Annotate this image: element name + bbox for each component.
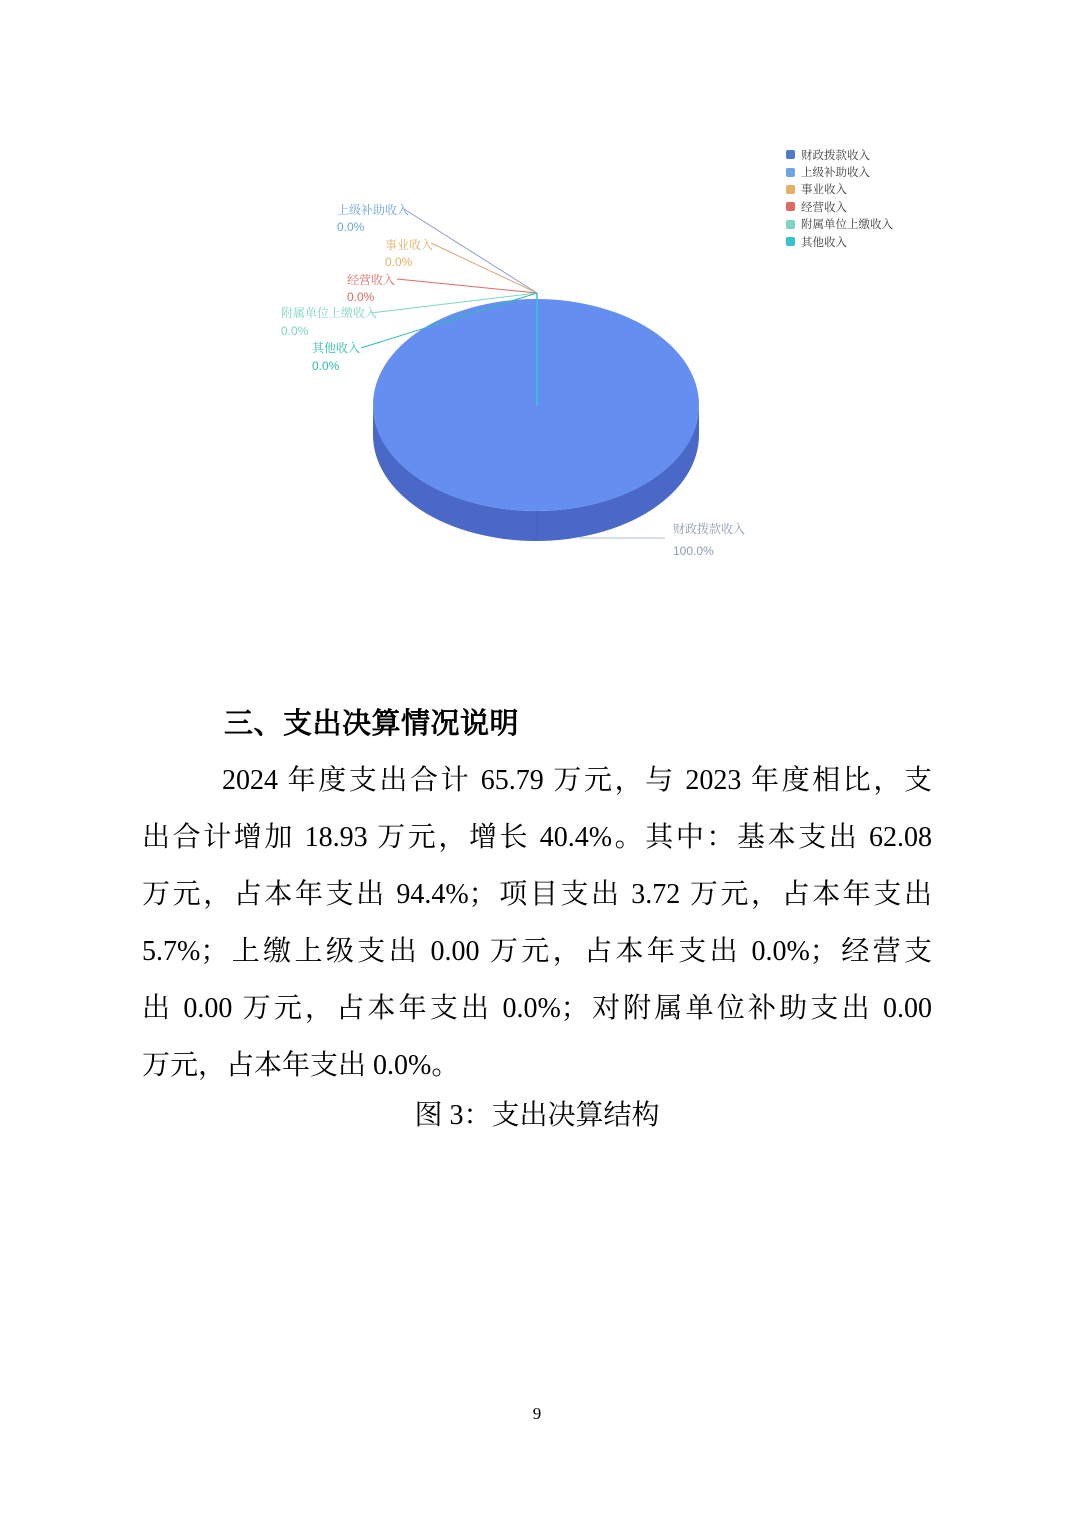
callout-caizheng-label: 财政拨款收入 <box>673 522 746 536</box>
paragraph-line: 万元，占本年支出 0.0%。 <box>142 1050 460 1081</box>
legend-item-caizhengbokuan <box>786 146 893 163</box>
callout-shiye-value: 0.0% <box>385 255 413 269</box>
chart-legend <box>786 146 893 250</box>
legend-item-jingying <box>786 198 893 215</box>
callout-qita-label: 其他收入 <box>312 341 361 355</box>
legend-item-qita <box>786 233 893 250</box>
legend-item-label: 财政拨款收入 <box>801 149 870 162</box>
income-structure-pie-chart <box>270 130 1070 590</box>
callout-shiye-label: 事业收入 <box>385 238 434 252</box>
legend-item-shangjibuzhu <box>786 163 893 180</box>
leader-line-jingying <box>397 279 537 293</box>
legend-item-shiye <box>786 181 893 198</box>
legend-item-label: 上级补助收入 <box>801 167 870 180</box>
legend-swatch-icon <box>786 150 795 159</box>
pie-chart-canvas <box>270 130 1070 590</box>
callout-qita-value: 0.0% <box>312 359 340 373</box>
paragraph-line: 万元，占本年支出 94.4%；项目支出 3.72 万元，占本年支出 <box>142 879 932 910</box>
legend-swatch-icon <box>786 237 795 246</box>
callout-caizheng-value: 100.0% <box>673 544 714 558</box>
page-number: 9 <box>532 1404 542 1423</box>
section-heading: 三、支出决算情况说明 <box>224 708 520 740</box>
leader-line-shiye <box>431 243 537 293</box>
callout-shangji-value: 0.0% <box>337 220 365 234</box>
legend-item-label: 事业收入 <box>801 184 847 197</box>
legend-swatch-icon <box>786 168 795 177</box>
legend-item-label: 经营收入 <box>801 201 847 214</box>
paragraph-line: 5.7%；上缴上级支出 0.00 万元，占本年支出 0.0%；经营支 <box>142 936 932 967</box>
body-paragraph <box>142 752 932 1094</box>
callout-jingying-label: 经营收入 <box>347 273 396 287</box>
legend-item-label: 其他收入 <box>801 236 847 249</box>
callout-fushu-label: 附属单位上缴收入 <box>281 306 378 320</box>
figure-caption: 图 3：支出决算结构 <box>414 1100 660 1131</box>
legend-item-label: 附属单位上缴收入 <box>801 219 893 232</box>
legend-swatch-icon <box>786 185 795 194</box>
legend-item-fushudanwei <box>786 216 893 233</box>
paragraph-line: 2024 年度支出合计 65.79 万元，与 2023 年度相比，支 <box>222 765 932 796</box>
legend-swatch-icon <box>786 220 795 229</box>
paragraph-line: 出合计增加 18.93 万元，增长 40.4%。其中：基本支出 62.08 <box>142 822 932 853</box>
paragraph-line: 出 0.00 万元，占本年支出 0.0%；对附属单位补助支出 0.00 <box>142 993 932 1024</box>
callout-fushu-value: 0.0% <box>281 324 309 338</box>
callout-jingying-value: 0.0% <box>347 290 375 304</box>
callout-shangji-label: 上级补助收入 <box>337 203 410 217</box>
pie-top-face <box>373 299 699 511</box>
legend-swatch-icon <box>786 202 795 211</box>
